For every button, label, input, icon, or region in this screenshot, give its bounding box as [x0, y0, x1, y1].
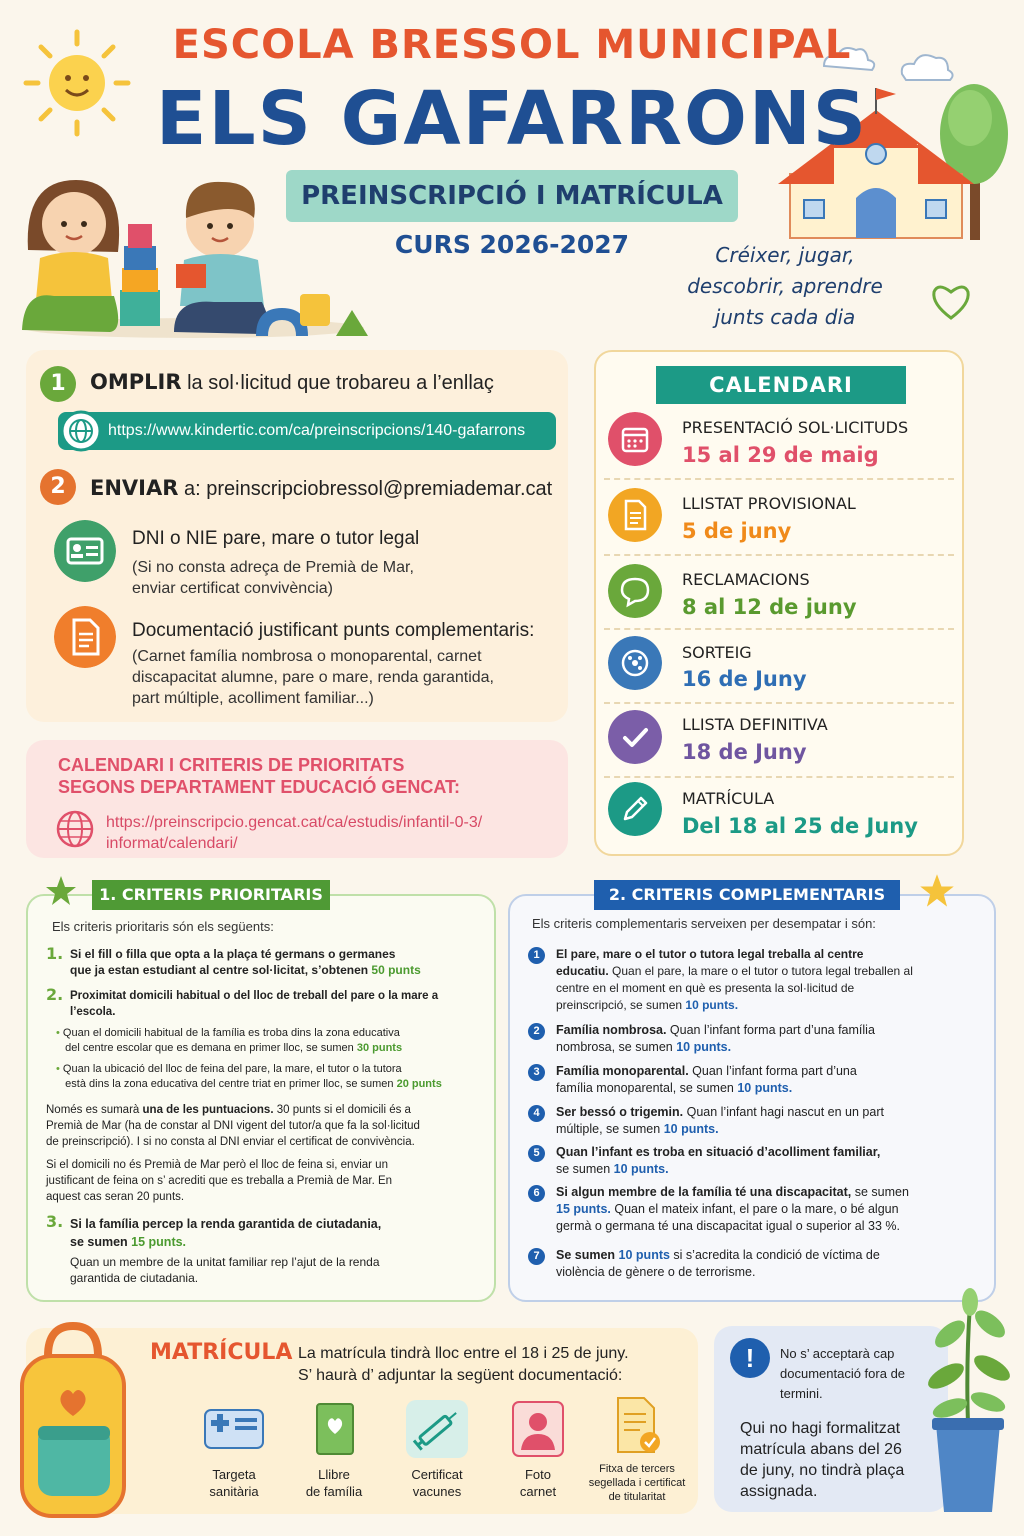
note-bold: una de les puntuacions. [142, 1104, 274, 1116]
doc-label: Foto [524, 1467, 551, 1482]
complementary-item [556, 1247, 986, 1281]
complementary-item [556, 1144, 986, 1178]
exclamation-icon: ! [730, 1338, 770, 1378]
enrollment-doc-photo [498, 1398, 578, 1500]
gencat-title-line1: CALENDARI I CRITERIS DE PRIORITATS [58, 755, 405, 775]
school-type-title: ESCOLA BRESSOL MUNICIPAL [172, 22, 852, 68]
document-icon [608, 488, 662, 542]
item-line: educatiu. Quan el pare, la mare o el tutor o tutora legal treballen al [556, 964, 913, 978]
priority-note-2 [46, 1157, 490, 1205]
item-line: se sumen 10 punts. [556, 1162, 669, 1176]
complementary-item [556, 1184, 986, 1235]
calendar-item-label: RECLAMACIONS [682, 570, 810, 589]
doc-label: vacunes [412, 1484, 462, 1499]
priority-note-1 [46, 1102, 490, 1150]
priority-criteria-intro: Els criteris prioritaris són els següents: [52, 919, 274, 934]
warning-deadline: No s’ acceptarà cap documentació fora de termini. [780, 1346, 906, 1401]
detail-line: Quan un membre de la unitat familiar rep l’ajut de la renda [70, 1255, 380, 1269]
enrollment-doc-vaccines [392, 1398, 482, 1500]
note-line: Premià de Mar (ha de constar al DNI vigent del tutor/a que fa la sol·licitud [46, 1120, 420, 1132]
slogan: Créixer, jugar, descobrir, aprendre junts cada dia [687, 243, 883, 329]
complementary-number: 3 [528, 1064, 545, 1081]
potted-plant-illustration [920, 1284, 1016, 1520]
item-line: família monoparental, se sumen 10 punts. [556, 1081, 793, 1095]
enrollment-doc-family-book [292, 1398, 376, 1500]
doc-label: sanitària [209, 1484, 259, 1499]
divider [604, 628, 954, 630]
gencat-title [58, 754, 460, 798]
item-line: 15 punts. Quan el mateix infant, el pare o la mare, o bé algun [556, 1202, 899, 1216]
priority-item-3-line2: se sumen [70, 1235, 128, 1249]
note-line: Només es sumarà [46, 1104, 140, 1116]
item-line: nombrosa, se sumen 10 punts. [556, 1040, 732, 1054]
calendar-item-label: LLISTA DEFINITIVA [682, 715, 828, 734]
doc-label: carnet [519, 1484, 557, 1499]
school-name-title: ELS GAFARRONS [155, 76, 869, 162]
calendar-item-label: PRESENTACIÓ SOL·LICITUDS [682, 418, 909, 437]
item-line: El pare, mare o el tutor o tutora legal treballa al centre [556, 947, 864, 961]
process-ribbon: PREINSCRIPCIÓ I MATRÍCULA [286, 170, 738, 222]
id-card-icon [54, 520, 116, 582]
calendar-item-date: Del 18 al 25 de Juny [682, 814, 918, 838]
photo-id-icon [505, 1398, 571, 1460]
bullet-line: està dins la zona educativa del centre triat en primer lloc, se sumen [65, 1078, 394, 1090]
enrollment-doc-certificate [584, 1394, 690, 1504]
priority-item-2 [70, 988, 490, 1020]
enrollment-text [298, 1343, 629, 1387]
step2-verb: ENVIAR [90, 476, 179, 500]
doc-label: Llibre [318, 1467, 350, 1482]
points-badge: 50 punts [371, 963, 421, 977]
document-icon [54, 606, 116, 668]
priority-item-3 [70, 1215, 490, 1251]
bullet-line: Quan el domicili habitual de la família es troba dins la zona educativa [62, 1027, 400, 1039]
lottery-icon [608, 636, 662, 690]
enrollment-title: MATRÍCULA [150, 1340, 293, 1365]
pencil-icon [608, 782, 662, 836]
complementary-item [556, 1063, 986, 1097]
doc-label: Targeta [212, 1467, 256, 1482]
complementary-criteria-intro: Els criteris complementaris serveixen per desempatar i són: [532, 916, 876, 931]
note-line: 30 punts si el domicili és a [276, 1104, 411, 1116]
item-line: Família monoparental. Quan l’infant forma part d’una [556, 1064, 857, 1078]
syringe-icon [404, 1398, 470, 1460]
calendar-icon [608, 412, 662, 466]
priority-item-1-line1: Si el fill o filla que opta a la plaça té germans o germanes [70, 947, 396, 961]
bullet-line: Quan la ubicació del lloc de feina del pare, la mare, el tutor o la tutora [62, 1063, 402, 1075]
priority-number: 3. [46, 1212, 64, 1231]
globe-icon [54, 808, 96, 850]
health-card-icon [201, 1398, 267, 1460]
gencat-title-line2: SEGONS DEPARTAMENT EDUCACIÓ GENCAT: [58, 777, 461, 797]
doc1-title: DNI o NIE pare, mare o tutor legal [132, 528, 420, 549]
item-line: Família nombrosa. Quan l’infant forma part d’una família [556, 1023, 875, 1037]
doc-label: segellada i certificat [588, 1477, 686, 1489]
school-year: CURS 2026-2027 [394, 230, 630, 259]
points-badge: 20 punts [396, 1078, 442, 1090]
complementary-number: 6 [528, 1185, 545, 1202]
globe-icon [60, 410, 102, 452]
step1-number: 1 [40, 366, 76, 402]
item-line: Si algun membre de la família té una discapacitat, se sumen [556, 1185, 909, 1199]
priority-bullet-2: • Quan la ubicació del lloc de feina del pare, la mare, el tutor o la tutora està dins la zona educativa del centre triat en primer lloc, se sumen 20 punts [56, 1063, 442, 1090]
complementary-criteria-title: 2. CRITERIS COMPLEMENTARIS [594, 880, 900, 910]
calendar-item-date: 18 de Juny [682, 740, 807, 764]
calendar-item-label: SORTEIG [682, 643, 752, 662]
priority-criteria-title: 1. CRITERIS PRIORITARIS [92, 880, 330, 910]
calendar-title: CALENDARI [656, 366, 906, 404]
family-book-icon [301, 1398, 367, 1460]
doc1-subtitle: (Si no consta adreça de Premià de Mar, enviar certificat convivència) [132, 559, 414, 597]
enrollment-docs-intro: S’ haurà d’ adjuntar la següent documentació: [298, 1367, 623, 1384]
complementary-item [556, 1022, 986, 1056]
calendar-item-date: 15 al 29 de maig [682, 443, 879, 467]
note-line: de preinscripció). I si no consta al DNI enviar el certificat de convivència. [46, 1136, 415, 1148]
priority-item-3-line1: Si la família percep la renda garantida de ciutadania, [70, 1217, 382, 1231]
certificate-icon [604, 1394, 670, 1456]
divider [604, 702, 954, 704]
step1-text [90, 370, 494, 395]
priority-bullet-1: • Quan el domicili habitual de la família es troba dins la zona educativa del centre escolar que es demana en primer lloc, se sumen 30 punts [56, 1027, 403, 1054]
points-badge: 15 punts. [131, 1235, 187, 1249]
priority-item-2-line2: l’escola. [70, 1006, 116, 1018]
complementary-item [556, 1104, 986, 1138]
gencat-link[interactable] [106, 812, 482, 854]
enrollment-dates: La matrícula tindrà lloc entre el 18 i 25 de juny. [298, 1345, 629, 1362]
heart-icon [928, 280, 974, 322]
calendar-item-date: 8 al 12 de juny [682, 595, 857, 619]
warning-no-place: Qui no hagi formalitzat matrícula abans del 26 de juny, no tindrà plaça assignada. [740, 1420, 905, 1500]
calendar-item-date: 5 de juny [682, 519, 792, 543]
step2-number: 2 [40, 469, 76, 505]
note-line: justificant de feina on s’ acrediti que es treballa a Premià de Mar. En [46, 1175, 393, 1187]
complementary-number: 1 [528, 947, 545, 964]
gencat-link-line2: informat/calendari/ [106, 835, 238, 852]
step2-text [90, 476, 552, 501]
gencat-link-line1: https://preinscripcio.gencat.cat/ca/estudis/infantil-0-3/ [106, 814, 483, 831]
calendar-item-label: LLISTAT PROVISIONAL [682, 494, 856, 513]
priority-number: 1. [46, 944, 64, 963]
step1-description: la sol·licitud que trobareu a l’enllaç [187, 372, 494, 394]
bullet-line: del centre escolar que es demana en primer lloc, se sumen [65, 1042, 354, 1054]
enrollment-doc-health-card [192, 1398, 276, 1500]
calendar-item-date: 16 de Juny [682, 667, 807, 691]
doc-label: de titularitat [608, 1491, 666, 1503]
complementary-number: 2 [528, 1023, 545, 1040]
complementary-number: 4 [528, 1105, 545, 1122]
item-line: Quan l’infant es troba en situació d’acolliment familiar, [556, 1145, 881, 1159]
doc2-subtitle: (Carnet família nombrosa o monoparental, carnet discapacitat alumne, pare o mare, renda garantida, part múltiple, acolliment familiar...) [132, 648, 494, 707]
item-line: germà o germana té una discapacitat igual o superior al 33 %. [556, 1219, 900, 1233]
doc2-title: Documentació justificant punts complementaris: [132, 620, 535, 641]
complementary-number: 7 [528, 1248, 545, 1265]
divider [604, 478, 954, 480]
item-line: violència de gènere o de terrorisme. [556, 1265, 756, 1279]
step2-email: a: preinscripciobressol@premiademar.cat [183, 478, 553, 500]
speech-bubble-icon [608, 564, 662, 618]
priority-item-1 [70, 946, 490, 978]
item-line: preinscripció, se sumen 10 punts. [556, 998, 739, 1012]
item-line: Se sumen 10 punts si s’acredita la condició de víctima de [556, 1248, 880, 1262]
priority-item-1-line2: que ja estan estudiant al centre sol·licitat, s’obtenen [70, 963, 369, 977]
points-badge: 30 punts [356, 1042, 403, 1054]
priority-item-2-line1: Proximitat domicili habitual o del lloc de treball del pare o la mare a [70, 990, 439, 1002]
step1-verb: OMPLIR [90, 370, 182, 394]
detail-line: garantida de ciutadania. [70, 1271, 199, 1285]
star-icon [44, 874, 78, 908]
backpack-illustration [8, 1316, 138, 1526]
doc-label: Fitxa de tercers [599, 1463, 675, 1475]
item-line: Ser bessó o trigemin. Quan l’infant hagi nascut en un part [556, 1105, 884, 1119]
check-icon [608, 710, 662, 764]
priority-item-3-detail [70, 1254, 490, 1286]
doc-label: Certificat [411, 1467, 463, 1482]
complementary-item [556, 946, 986, 1014]
note-line: Si el domicili no és Premià de Mar però el lloc de feina si, enviar un [46, 1159, 388, 1171]
divider [604, 554, 954, 556]
calendar-item-label: MATRÍCULA [682, 789, 775, 808]
item-line: centre en el moment en què es presenta la sol·licitud de [556, 981, 855, 995]
divider [604, 776, 954, 778]
note-line: aquest cas seran 20 punts. [46, 1191, 185, 1203]
complementary-number: 5 [528, 1145, 545, 1162]
kindertic-link[interactable]: https://www.kindertic.com/ca/preinscripcions/140-gafarrons [58, 412, 556, 450]
priority-number: 2. [46, 985, 64, 1004]
doc-label: de família [305, 1484, 363, 1499]
star-icon [918, 872, 956, 910]
item-line: múltiple, se sumen 10 punts. [556, 1122, 719, 1136]
